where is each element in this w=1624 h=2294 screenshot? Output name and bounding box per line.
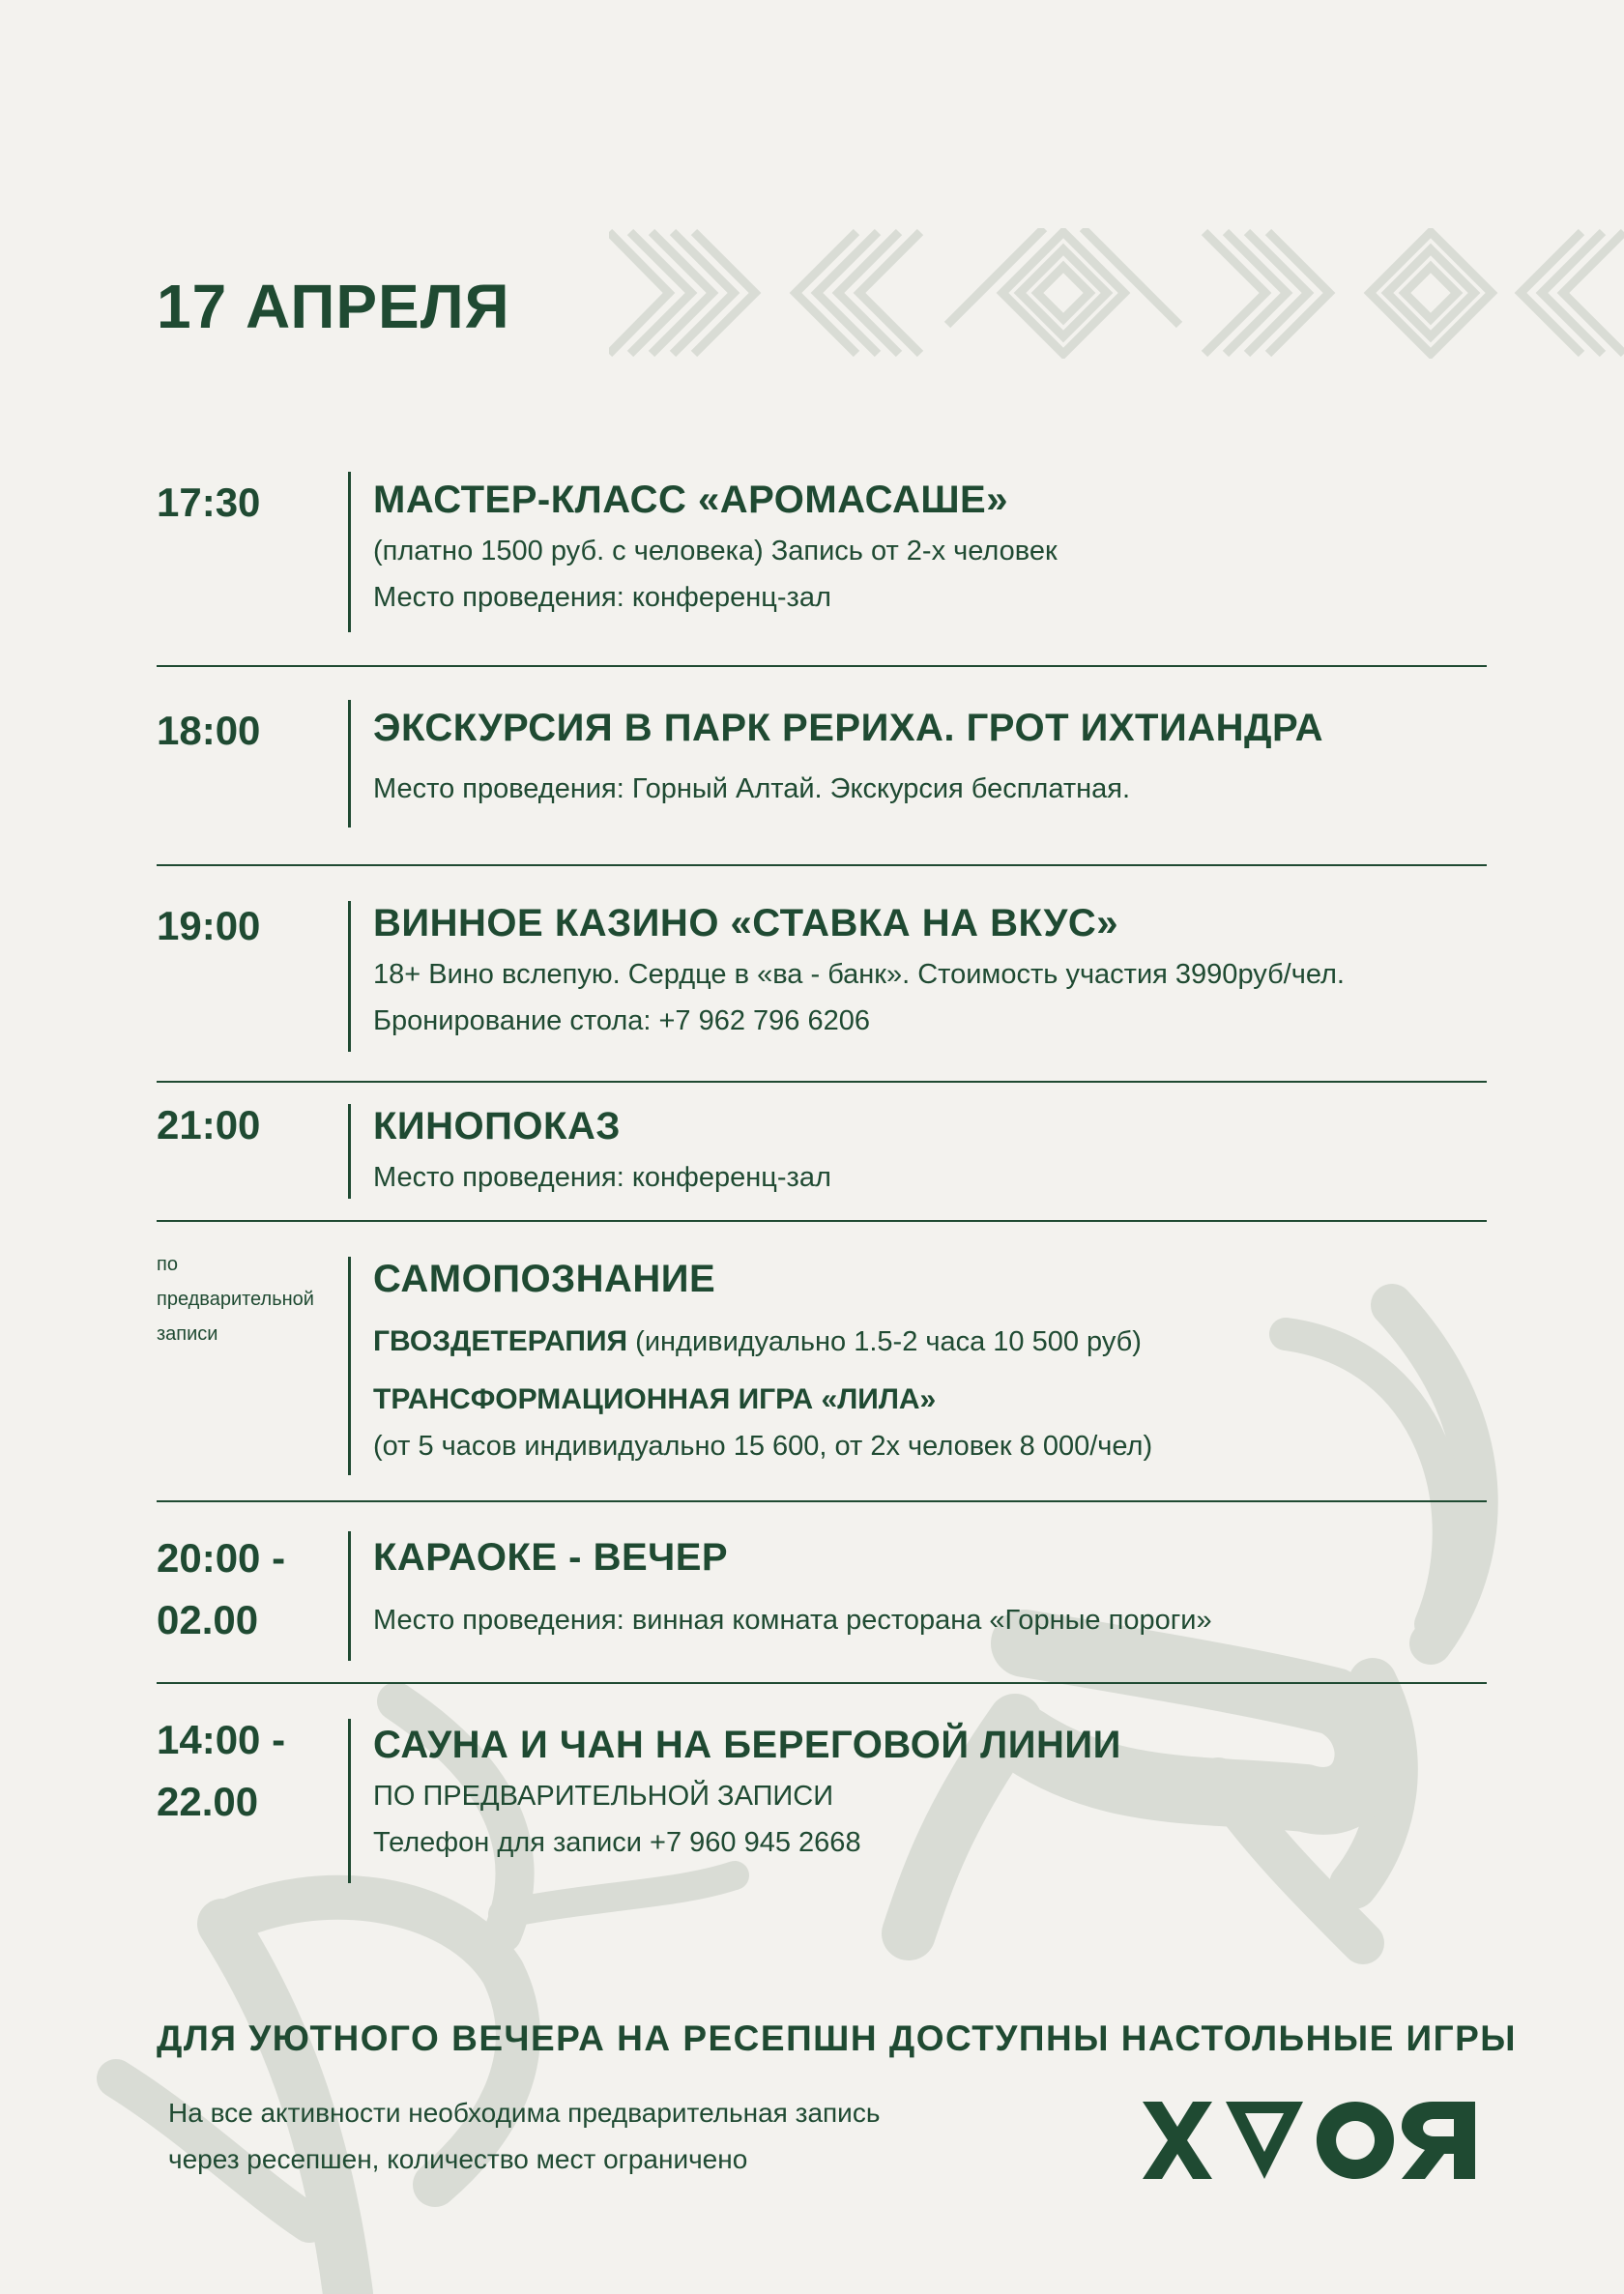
- ornament-pattern: [609, 228, 1624, 359]
- booking-note: На все активности необходима предварительная запись через ресепшен, количество мест ограничено: [168, 2098, 881, 2174]
- subitem-detail: (от 5 часов индивидуально 15 600, от 2х человек 8 000/чел): [373, 1431, 1153, 1462]
- row-separator: [157, 1682, 1487, 1684]
- event-content: [373, 1709, 1475, 1866]
- row-separator: [157, 864, 1487, 866]
- event-time: 14:00 - 22.00: [157, 1717, 286, 1824]
- event-title: МАСТЕР-КЛАСС «АРОМАСАШЕ»: [373, 479, 1008, 521]
- brand-logo: [1143, 2102, 1475, 2179]
- event-title: КАРАОКЕ - ВЕЧЕР: [373, 1536, 729, 1579]
- event-booking-phone: Бронирование стола: +7 962 796 6206: [373, 1005, 870, 1036]
- event-location: Место проведения: Горный Алтай. Экскурсия бесплатная.: [373, 773, 1131, 804]
- event-divider-bar: [348, 1531, 351, 1661]
- event-content: [373, 1094, 1475, 1201]
- board-games-headline: ДЛЯ УЮТНОГО ВЕЧЕРА НА РЕСЕПШН ДОСТУПНЫ НАСТОЛЬНЫЕ ИГРЫ: [157, 2018, 1518, 2058]
- event-detail: 18+ Вино вслепую. Сердце в «ва - банк». Стоимость участия 3990руб/чел.: [373, 959, 1345, 990]
- event-divider-bar: [348, 700, 351, 828]
- event-detail: (платно 1500 руб. с человека) Запись от 2-х человек: [373, 536, 1058, 566]
- event-time: по предварительной записи: [157, 1254, 314, 1345]
- subitem-title: ГВОЗДЕТЕРАПИЯ: [373, 1325, 628, 1357]
- event-title: САУНА И ЧАН НА БЕРЕГОВОЙ ЛИНИИ: [373, 1724, 1121, 1766]
- event-content: [373, 700, 1475, 812]
- event-title: ЭКСКУРСИЯ В ПАРК РЕРИХА. ГРОТ ИХТИАНДРА: [373, 707, 1324, 749]
- event-content: [373, 1527, 1475, 1643]
- event-content: [373, 472, 1475, 621]
- event-content: [373, 895, 1475, 1044]
- event-divider-bar: [348, 1257, 351, 1475]
- event-title: ВИННОЕ КАЗИНО «СТАВКА НА ВКУС»: [373, 902, 1118, 944]
- event-booking-phone: Телефон для записи +7 960 945 2668: [373, 1827, 861, 1858]
- subitem-detail: (индивидуально 1.5-2 часа 10 500 руб): [627, 1326, 1142, 1357]
- event-location: Место проведения: конференц-зал: [373, 582, 831, 613]
- event-time: 17:30: [157, 479, 261, 525]
- event-title: САМОПОЗНАНИЕ: [373, 1258, 716, 1300]
- subitem-title: ТРАНСФОРМАЦИОННАЯ ИГРА «ЛИЛА»: [373, 1383, 937, 1415]
- row-separator: [157, 1220, 1487, 1222]
- event-location: Место проведения: винная комната ресторана «Горные пороги»: [373, 1605, 1212, 1636]
- event-subitem: [373, 1319, 1475, 1365]
- event-subitem: [373, 1377, 1475, 1423]
- event-divider-bar: [348, 1719, 351, 1883]
- row-separator: [157, 1500, 1487, 1502]
- page-title-date: 17 АПРЕЛЯ: [157, 272, 510, 341]
- event-time: 21:00: [157, 1102, 261, 1147]
- event-time: 19:00: [157, 903, 261, 948]
- event-content: [373, 1247, 1475, 1469]
- event-location: Место проведения: конференц-зал: [373, 1162, 831, 1193]
- row-separator: [157, 665, 1487, 667]
- event-title: КИНОПОКАЗ: [373, 1105, 621, 1147]
- event-detail: ПО ПРЕДВАРИТЕЛЬНОЙ ЗАПИСИ: [373, 1781, 834, 1812]
- event-time: 20:00 - 02.00: [157, 1535, 286, 1642]
- event-divider-bar: [348, 1104, 351, 1199]
- event-divider-bar: [348, 901, 351, 1052]
- event-divider-bar: [348, 472, 351, 632]
- event-time: 18:00: [157, 708, 261, 753]
- row-separator: [157, 1081, 1487, 1083]
